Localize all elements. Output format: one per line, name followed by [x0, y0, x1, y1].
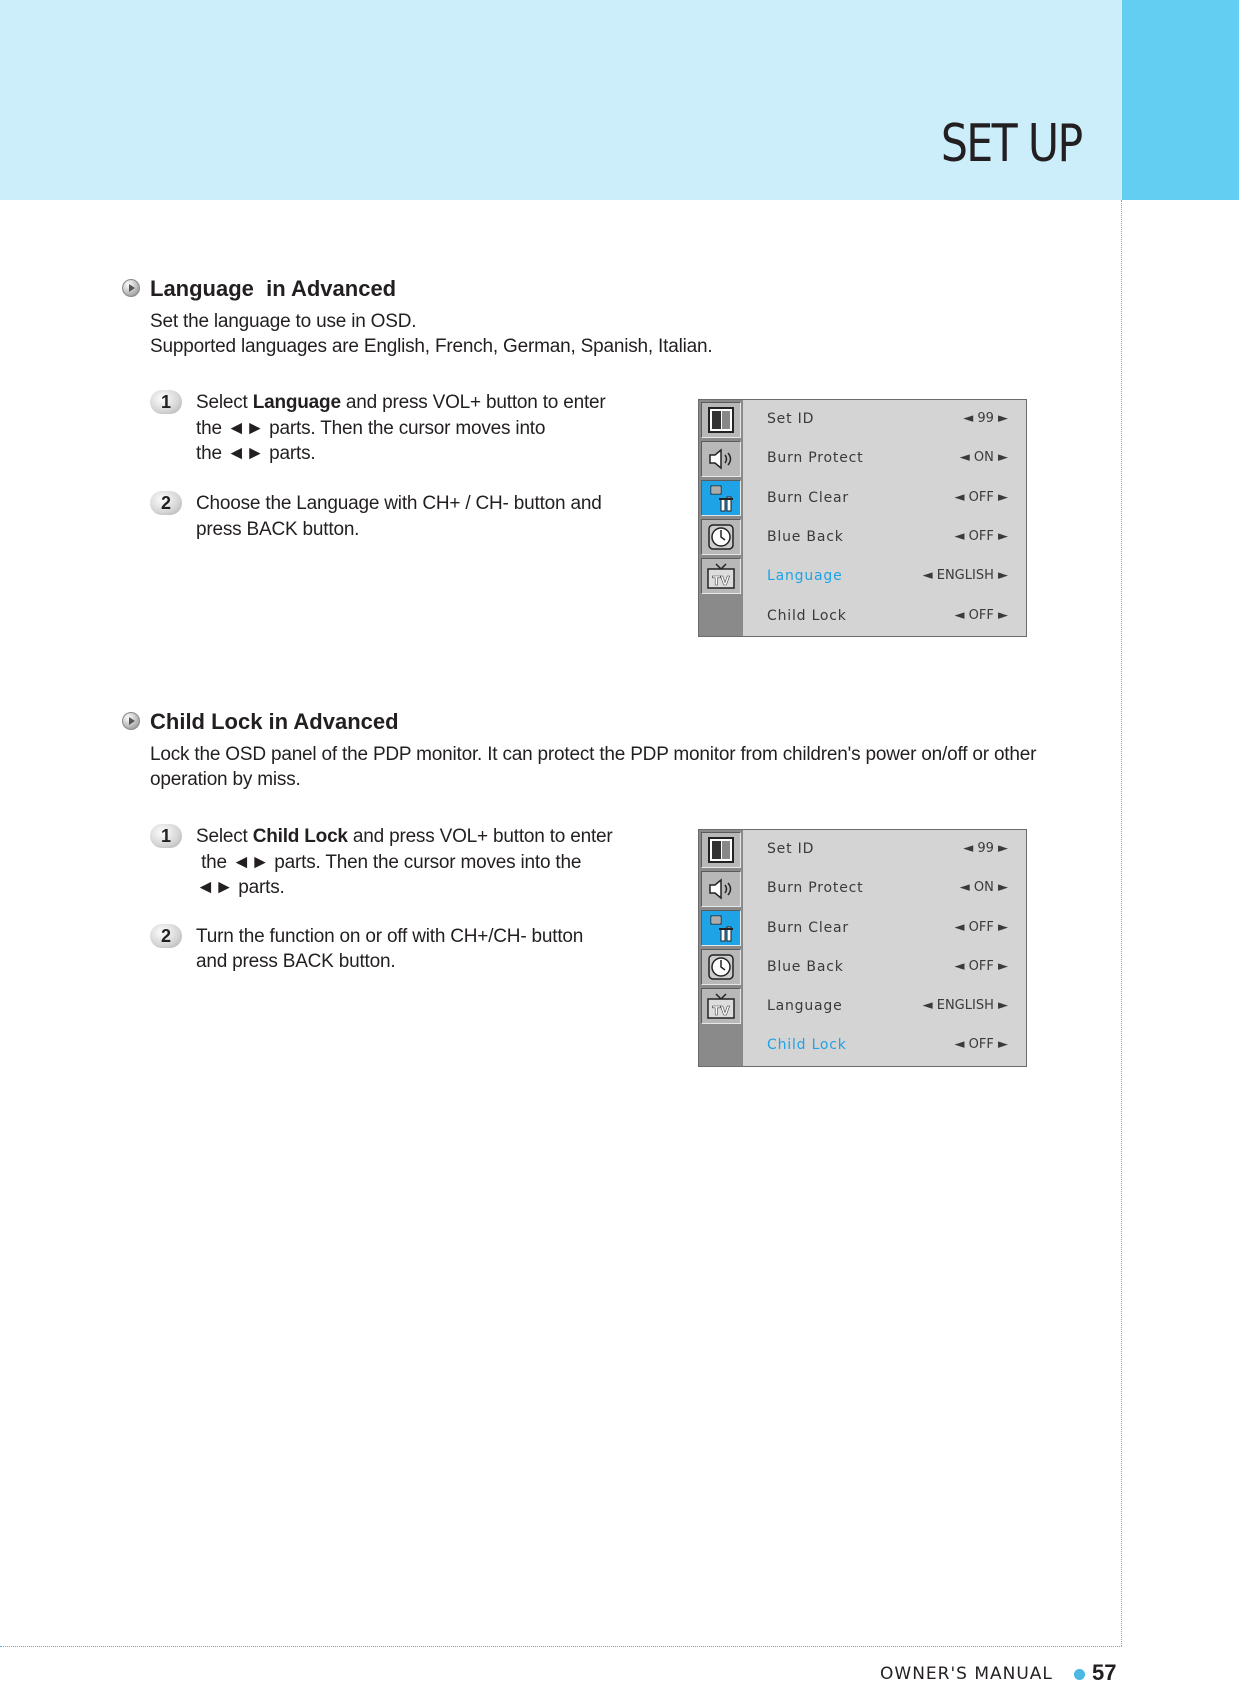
osd-row-value: ◄ ON ► [959, 450, 1008, 465]
step-text: Choose the Language with CH+ / CH- button and [196, 493, 602, 514]
osd-row-label: Blue Back [767, 959, 844, 975]
osd-row-language[interactable] [767, 568, 1008, 588]
osd-row-set-id[interactable] [767, 411, 1008, 431]
section-desc-line: operation by miss. [150, 769, 301, 790]
osd-row-label: Burn Protect [767, 450, 864, 466]
osd-row-burn-clear[interactable] [767, 920, 1008, 940]
step-text-part: and press VOL+ button to enter [340, 392, 606, 413]
osd-row-value: ◄ OFF ► [954, 608, 1008, 623]
step-text: and press BACK button. [196, 951, 396, 972]
osd-menu-child-lock [698, 829, 1027, 1067]
osd-icon-column [699, 400, 743, 636]
footer-dot-icon [1074, 1669, 1085, 1680]
osd-row-label: Burn Protect [767, 880, 864, 896]
osd-row-value: ◄ OFF ► [954, 1037, 1008, 1052]
osd-row-blue-back[interactable] [767, 529, 1008, 549]
margin-guide-vertical [1121, 200, 1122, 1646]
osd-row-value: ◄ ENGLISH ► [922, 998, 1008, 1013]
step-keyword: Language [252, 392, 341, 413]
sound-icon[interactable] [701, 441, 741, 477]
osd-row-label: Child Lock [767, 1037, 847, 1053]
section-title-language: Language in Advanced [150, 276, 397, 301]
header-tab [1122, 0, 1239, 200]
osd-row-burn-protect[interactable] [767, 450, 1008, 470]
section-desc-line: Set the language to use in OSD. [150, 311, 417, 332]
step-text: ◄► parts. [196, 877, 285, 898]
picture-icon[interactable] [701, 402, 741, 438]
timer-icon[interactable] [701, 519, 741, 555]
step-text-part: and press VOL+ button to enter [347, 826, 613, 847]
osd-row-value: ◄ OFF ► [954, 920, 1008, 935]
osd-row-set-id[interactable] [767, 841, 1008, 861]
step-keyword: Child Lock [252, 826, 348, 847]
step-text: the ◄► parts. Then the cursor moves into the [196, 852, 582, 873]
page-title: SET UP [941, 114, 1082, 174]
svg-text:TV: TV [712, 1004, 730, 1018]
step-number: 2 [150, 924, 182, 948]
osd-row-language[interactable] [767, 998, 1008, 1018]
section-title-child-lock: Child Lock in Advanced [150, 709, 399, 734]
setup-icon[interactable] [701, 910, 741, 946]
osd-row-label: Set ID [767, 841, 815, 857]
osd-icon-column [699, 830, 743, 1066]
setup-icon[interactable] [701, 480, 741, 516]
margin-guide-horizontal [0, 1646, 1122, 1647]
osd-row-value: ◄ 99 ► [963, 411, 1008, 426]
step-text [196, 390, 606, 415]
step-text: the ◄► parts. Then the cursor moves into [196, 418, 546, 439]
osd-row-child-lock[interactable] [767, 608, 1008, 628]
step-number: 1 [150, 390, 182, 414]
osd-row-blue-back[interactable] [767, 959, 1008, 979]
step-number: 1 [150, 824, 182, 848]
osd-row-label: Child Lock [767, 608, 847, 624]
step-text: press BACK button. [196, 519, 360, 540]
section-desc-line: Lock the OSD panel of the PDP monitor. It can protect the PDP monitor from children's power on/off or other [150, 744, 1037, 765]
osd-row-value: ◄ OFF ► [954, 490, 1008, 505]
osd-row-label: Burn Clear [767, 490, 849, 506]
osd-row-label: Language [767, 998, 843, 1014]
osd-row-burn-protect[interactable] [767, 880, 1008, 900]
picture-icon[interactable] [701, 832, 741, 868]
svg-text:TV: TV [712, 574, 730, 588]
step-text: Turn the function on or off with CH+/CH- button [196, 926, 584, 947]
section-bullet-icon [122, 712, 140, 730]
step-text-part: Select [196, 826, 253, 847]
step-text-part: Select [196, 392, 253, 413]
timer-icon[interactable] [701, 949, 741, 985]
osd-row-value: ◄ OFF ► [954, 529, 1008, 544]
osd-row-value: ◄ ENGLISH ► [922, 568, 1008, 583]
osd-row-label: Burn Clear [767, 920, 849, 936]
section-desc-line: Supported languages are English, French, German, Spanish, Italian. [150, 336, 713, 357]
sound-icon[interactable] [701, 871, 741, 907]
tv-icon[interactable] [701, 988, 741, 1024]
step-text [196, 824, 613, 849]
osd-menu-language [698, 399, 1027, 637]
section-bullet-icon [122, 279, 140, 297]
osd-row-label: Language [767, 568, 843, 584]
step-text: the ◄► parts. [196, 443, 316, 464]
page-number: 57 [1092, 1660, 1117, 1685]
footer-label: OWNER'S MANUAL [880, 1664, 1053, 1684]
tv-icon[interactable] [701, 558, 741, 594]
osd-row-value: ◄ OFF ► [954, 959, 1008, 974]
osd-row-burn-clear[interactable] [767, 490, 1008, 510]
step-number: 2 [150, 491, 182, 515]
osd-row-label: Blue Back [767, 529, 844, 545]
osd-row-value: ◄ 99 ► [963, 841, 1008, 856]
osd-row-value: ◄ ON ► [959, 880, 1008, 895]
osd-row-label: Set ID [767, 411, 815, 427]
osd-row-child-lock[interactable] [767, 1037, 1008, 1057]
